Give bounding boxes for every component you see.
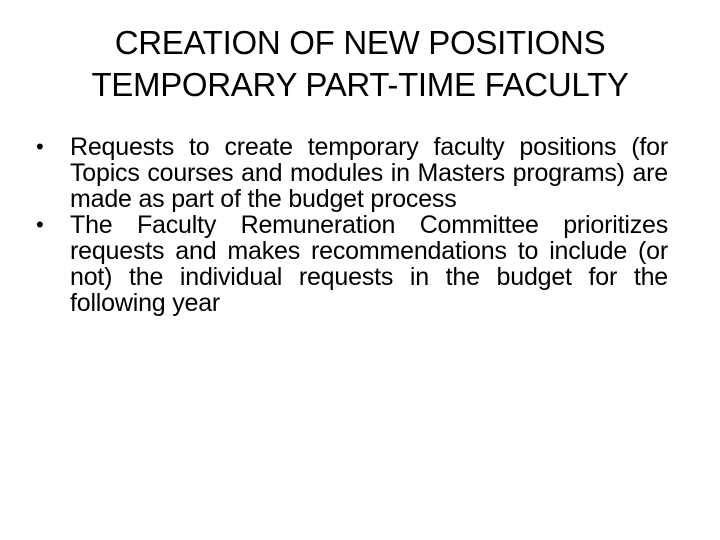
- slide-title: [36, 22, 684, 106]
- bullet-item: [36, 134, 668, 212]
- title-line-1: CREATION OF NEW POSITIONS: [114, 24, 606, 61]
- bullet-text: Requests to create temporary faculty positions (for Topics courses and modules in Masters programs) are made as part of the budget process: [70, 133, 668, 213]
- bullet-marker: •: [36, 134, 44, 159]
- bullet-marker: •: [36, 212, 44, 237]
- bullet-item: [36, 212, 668, 316]
- bullet-text: The Faculty Remuneration Committee prioritizes requests and makes recommendations to include (or not) the individual requests in the budget for the following year: [70, 211, 668, 317]
- bullet-list: [36, 134, 668, 316]
- title-line-2: TEMPORARY PART-TIME FACULTY: [91, 66, 629, 103]
